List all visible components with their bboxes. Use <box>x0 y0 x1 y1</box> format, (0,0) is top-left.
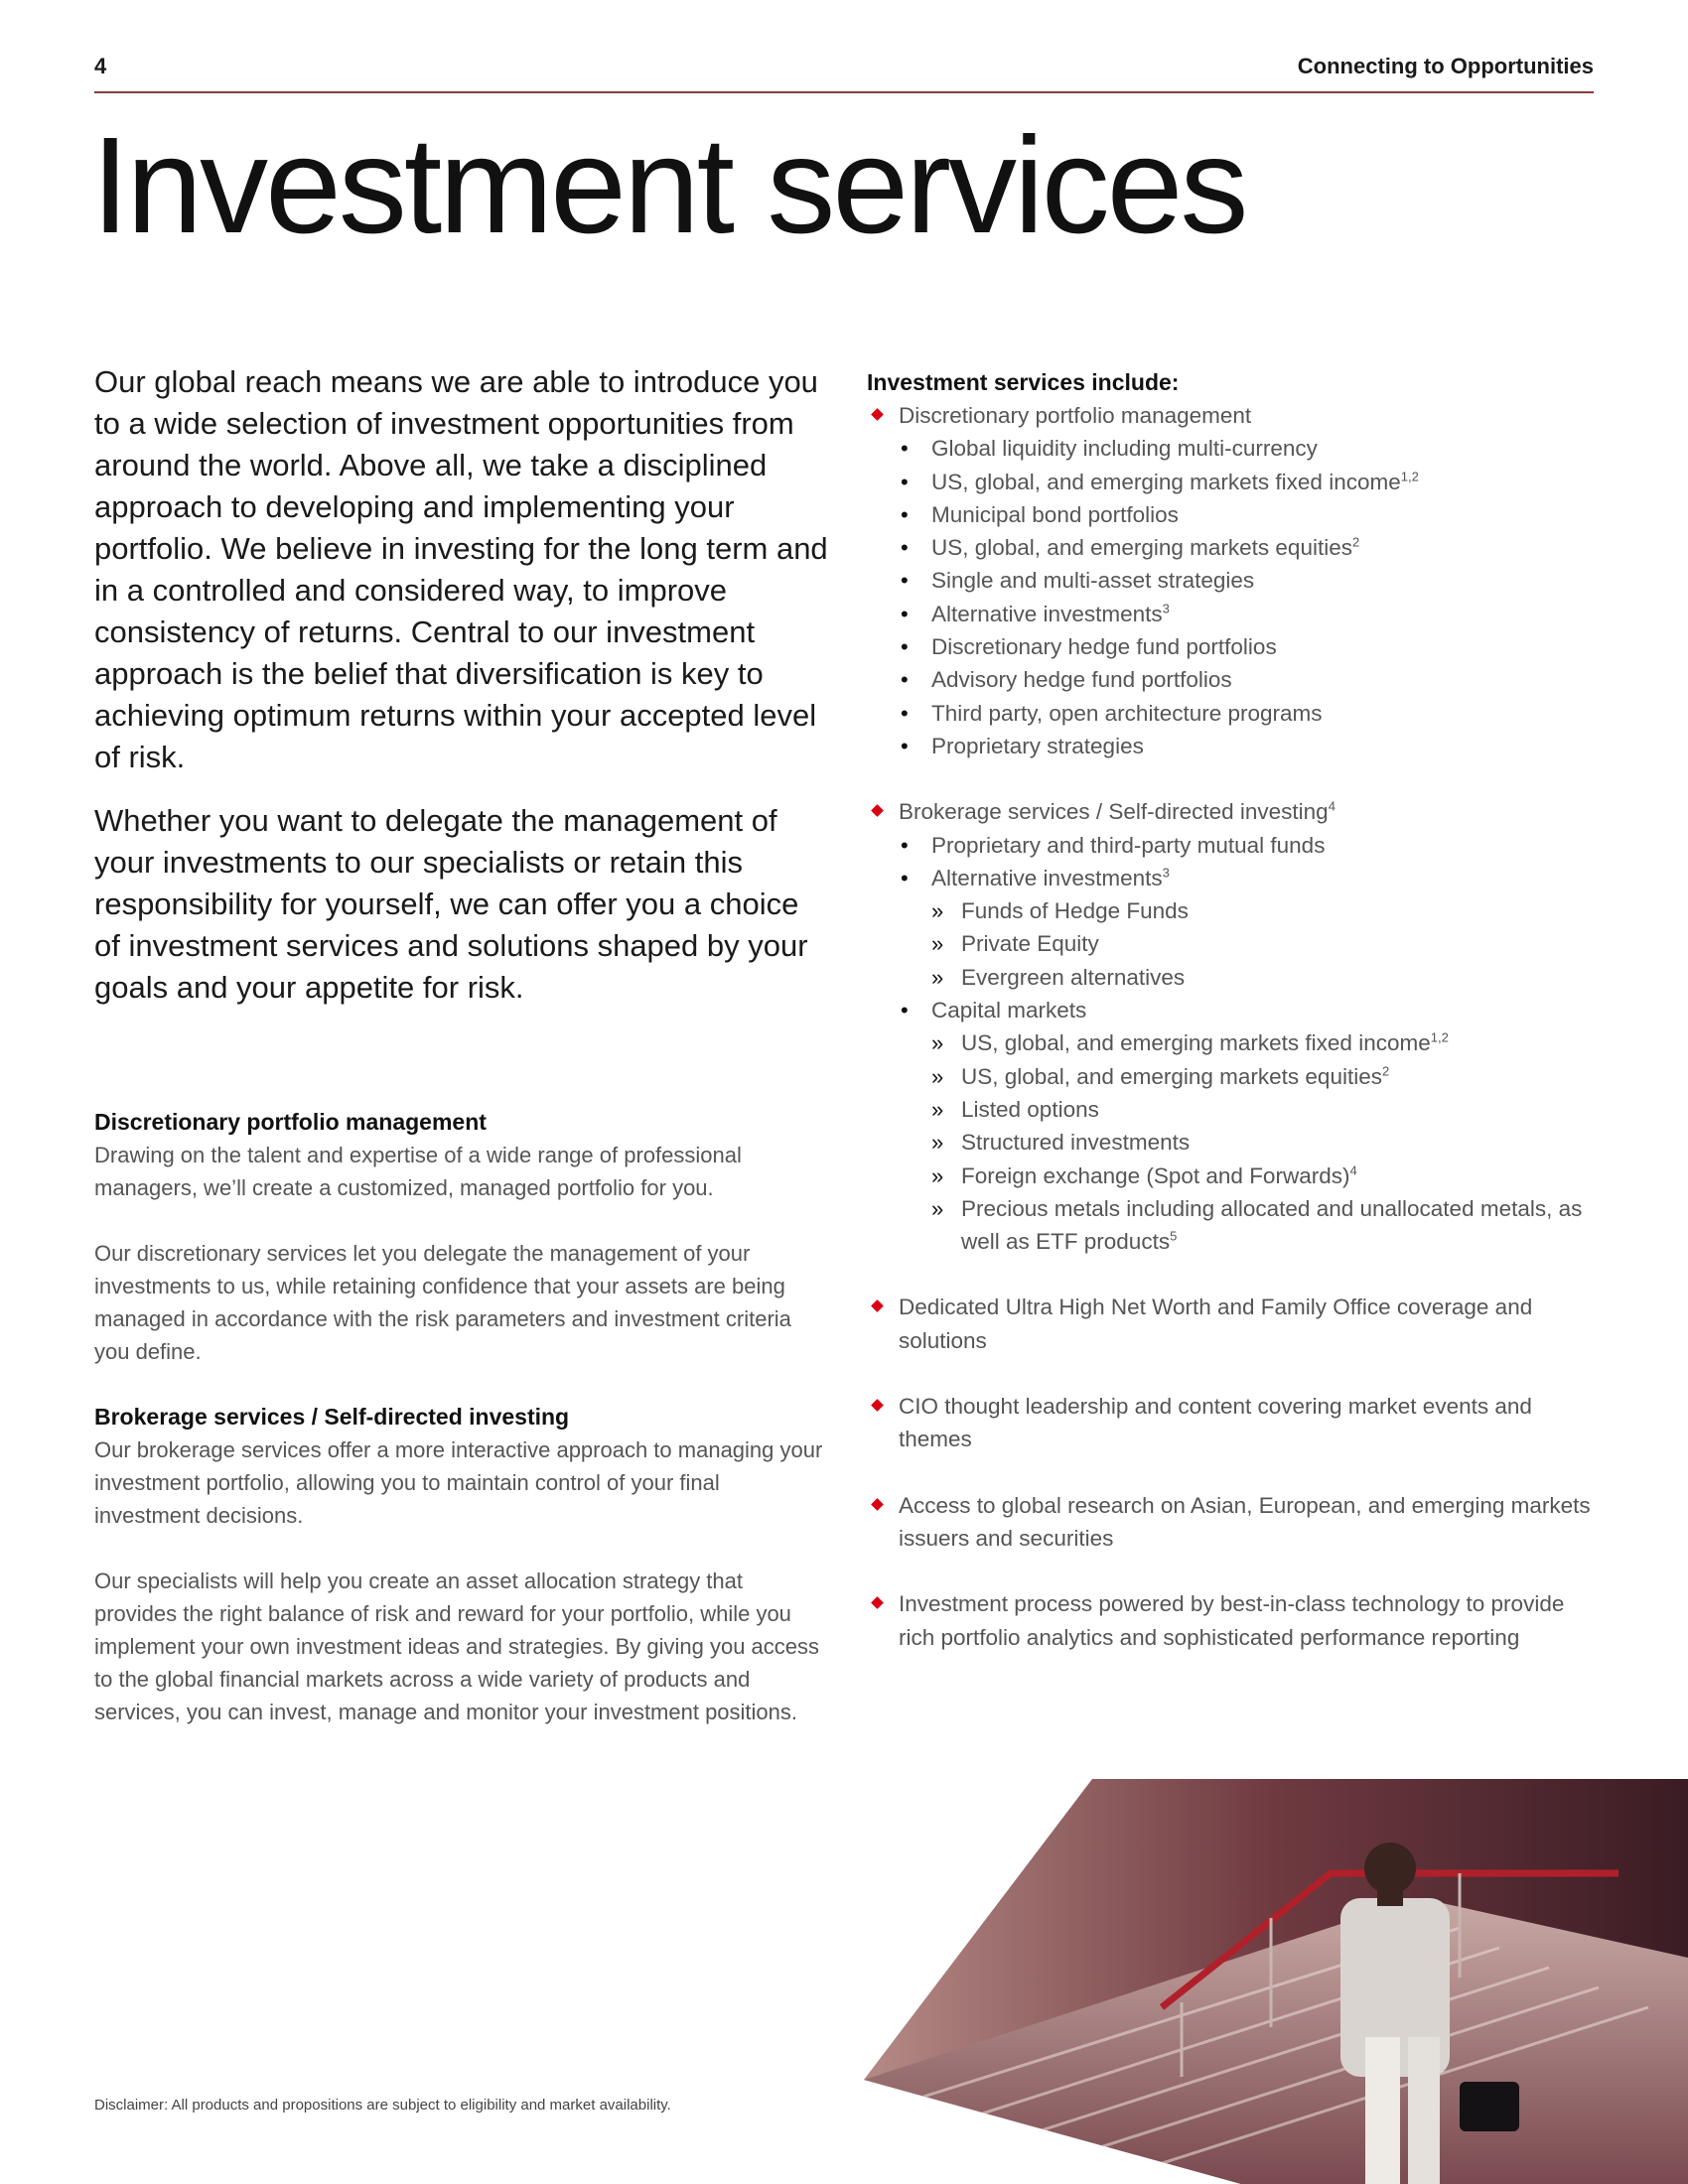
intro-paragraph: Whether you want to delegate the management of your investments to our specialists or retain this responsibility for yourself, we can offer you a choice of investment services and solutions shaped by your goals and your appetite for risk. <box>94 803 808 1005</box>
section-heading: Discretionary portfolio management <box>94 1109 487 1135</box>
header-rule <box>94 91 1594 93</box>
section-paragraph: Our brokerage services offer a more interactive approach to managing your investment portfolio, allowing you to maintain control of your final investment decisions. <box>94 1437 823 1528</box>
page-number: 4 <box>94 54 107 78</box>
sub-sub-list-item: » Evergreen alternatives <box>931 961 1602 994</box>
sub-sub-list-item: » Foreign exchange (Spot and Forwards)$^4$ <box>931 1160 1602 1192</box>
sub-list-item: • Alternative investments$^3$ » Funds of Hedge Funds » Private Equity » Evergreen alternatives <box>899 862 1602 994</box>
intro-paragraph: Our global reach means we are able to introduce you to a wide selection of investment opportunities from around the world. Above all, we take a disciplined approach to developing and implementing your portfolio. We believe in investing for the long term and in a controlled and considered way, to improve consistency of returns. Central to our investment approach is the belief that diversification is key to achieving optimum returns within your accepted level of risk. <box>94 364 828 774</box>
footnote-ref: 3 <box>1162 865 1170 881</box>
sub-list-item: • US, global, and emerging markets equities$^2$ <box>899 531 1602 564</box>
section-paragraph: Our discretionary services let you delegate the management of your investments to us, while retaining confidence that your assets are being managed in accordance with the risk parameters and investment criteria you define. <box>94 1241 791 1364</box>
list-item: Dedicated Ultra High Net Worth and Family Office coverage and solutions <box>867 1291 1602 1357</box>
intro <box>94 361 829 1009</box>
sub-list-item: • Third party, open architecture programs <box>899 697 1602 730</box>
footnote-ref: 2 <box>1351 534 1360 550</box>
sub-list-item: • US, global, and emerging markets fixed income$^{1,2}$ <box>899 466 1602 498</box>
sub-sub-list-item: » US, global, and emerging markets equities$^2$ <box>931 1060 1602 1093</box>
sub-list-item: • Discretionary hedge fund portfolios <box>899 630 1602 663</box>
footnote-ref: 5 <box>1170 1228 1178 1244</box>
footnote-ref: 1,2 <box>1430 1029 1449 1045</box>
sub-list-item: • Capital markets » US, global, and emerging markets fixed income$^{1,2}$ » US, global, and emerging markets equities$^2$ » Listed options » Structured investments » Foreign exchange (Spot and Forwards)$^4$ » Precious metals including allocated and unallocated metals, as well as ETF products$^5$ <box>899 994 1602 1258</box>
footnote-ref: 1,2 <box>1400 469 1419 484</box>
page-title: Investment services <box>91 109 1246 262</box>
section-discretionary <box>94 1106 829 1368</box>
sub-sub-list-item: » Structured investments <box>931 1126 1602 1159</box>
sub-list-item: • Proprietary and third-party mutual funds <box>899 829 1602 862</box>
list-item: Investment process powered by best-in-class technology to provide rich portfolio analytics and sophisticated performance reporting <box>867 1587 1602 1654</box>
sub-list-item: • Single and multi-asset strategies <box>899 564 1602 597</box>
section-brokerage <box>94 1401 829 1728</box>
sub-sub-list-item: » Private Equity <box>931 927 1602 960</box>
list-item <box>867 795 1602 1258</box>
section-heading: Brokerage services / Self-directed investing <box>94 1404 570 1430</box>
sub-sub-list-item: » Precious metals including allocated and unallocated metals, as well as ETF products$^5$ <box>931 1192 1602 1259</box>
sub-sub-list <box>931 894 1602 994</box>
businessman-stairs-photo <box>864 1779 1688 2184</box>
list-item: Access to global research on Asian, European, and emerging markets issuers and securities <box>867 1489 1602 1556</box>
sub-list-item: • Municipal bond portfolios <box>899 498 1602 531</box>
disclaimer: Disclaimer: All products and propositions are subject to eligibility and market availability. <box>94 2097 671 2114</box>
sub-list <box>899 829 1602 1259</box>
footnote-ref: 3 <box>1162 601 1170 616</box>
section-paragraph: Our specialists will help you create an asset allocation strategy that provides the right balance of risk and reward for your portfolio, while you implement your own investment ideas and strategies. By giving you access to the global financial markets across a wide variety of products and services, you can invest, manage and monitor your investment positions. <box>94 1569 820 1724</box>
services-list <box>867 399 1602 1654</box>
sub-sub-list <box>931 1026 1602 1258</box>
section-paragraph: Drawing on the talent and expertise of a wide range of professional managers, we’ll create a customized, managed portfolio for you. <box>94 1143 742 1200</box>
running-header: Connecting to Opportunities <box>1297 54 1594 78</box>
footnote-ref: 2 <box>1381 1063 1390 1079</box>
sub-sub-list-item: » Funds of Hedge Funds <box>931 894 1602 927</box>
footnote-ref: 4 <box>1349 1162 1357 1178</box>
list-item: CIO thought leadership and content covering market events and themes <box>867 1390 1602 1456</box>
sub-list-item: • Proprietary strategies <box>899 730 1602 762</box>
list-item-label: Discretionary portfolio management <box>899 403 1252 428</box>
sub-list-item: • Global liquidity including multi-currency <box>899 432 1602 465</box>
footnote-ref: 4 <box>1328 798 1336 814</box>
sub-list-item: • Alternative investments$^3$ <box>899 598 1602 630</box>
left-column <box>94 361 829 1761</box>
sub-sub-list-item: » US, global, and emerging markets fixed income$^{1,2}$ <box>931 1026 1602 1059</box>
sub-sub-list-item: » Listed options <box>931 1093 1602 1126</box>
list-item <box>867 399 1602 762</box>
sub-list <box>899 432 1602 762</box>
list-item-label: Brokerage services / Self-directed investing <box>899 799 1329 825</box>
services-column <box>867 366 1602 1654</box>
sub-list-item: • Advisory hedge fund portfolios <box>899 663 1602 696</box>
services-heading: Investment services include: <box>867 369 1180 395</box>
